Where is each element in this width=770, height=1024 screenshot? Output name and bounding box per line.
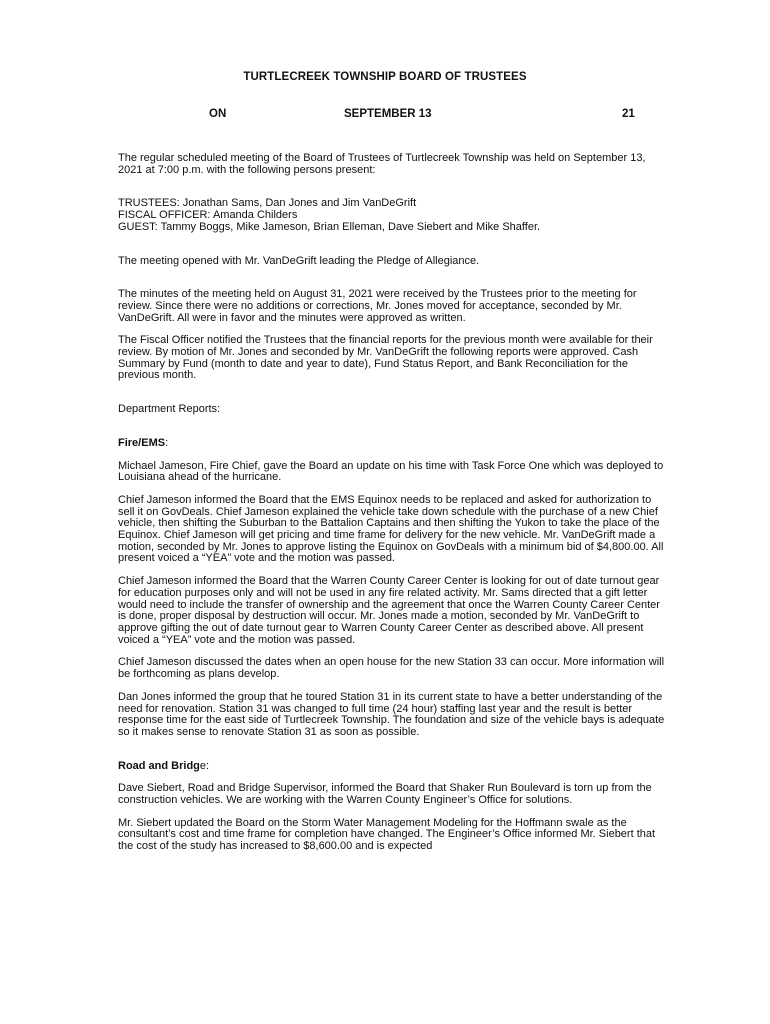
fire-paragraph-2: Chief Jameson informed the Board that the EMS Equinox needs to be replaced and asked for authorization to sell it on GovDeals. Chief Jameson explained the vehicle take down schedule with the purchase of a new Chief vehicle, then shifting the Suburban to the Battalion Captains and then shifting the Yukon to take the place of the Equinox. Chief Jameson will get pricing and time frame for delivery for the new vehicle. Mr. VanDeGrift made a motion, seconded by Mr. Jones to approve listing the Equinox on GovDeals with a minimum bid of $4,800.00. All present voiced a “YEA” vote and the motion was passed. xyxy=(118,493,664,565)
fire-paragraph-5: Dan Jones informed the group that he toured Station 31 in its current state to have a better understanding of the need for renovation. Station 31 was changed to full time (24 hour) staffing last year and the result is better response time for the east side of Turtlecreek Township. The foundation and size of the vehicle bays is adequate so it makes sense to renovate Station 31 as soon as possible. xyxy=(118,690,665,738)
intro-paragraph: The regular scheduled meeting of the Board of Trustees of Turtlecreek Township was held on September 13, 2021 at 7:00 p.m. with the following persons present: xyxy=(118,152,646,176)
fiscal-officer-line: FISCAL OFFICER: Amanda Childers xyxy=(118,209,298,222)
fire-paragraph-3: Chief Jameson informed the Board that the Warren County Career Center is looking for out of date turnout gear for education purposes only and will not be used in any fire related activity. Mr. Sams directed that a gift letter would need to include the transfer of ownership and the agreement that once the Warren County Career Center is done, proper disposal by destruction will occur. Mr. Jones made a motion, seconded by Mr. VanDeGrift to approve gifting the out of date turnout gear to Warren County Career Center as described above. All present voiced a “YEA” vote and the motion was passed. xyxy=(118,575,660,646)
road-bridge-heading xyxy=(118,761,666,773)
fire-ems-heading-text: Fire/EMS xyxy=(118,436,166,449)
department-reports-label: Department Reports: xyxy=(118,403,221,416)
road-bridge-heading-rest: e: xyxy=(199,759,210,772)
pledge-paragraph: The meeting opened with Mr. VanDeGrift leading the Pledge of Allegiance. xyxy=(118,254,480,267)
date-on-label: ON xyxy=(209,108,227,120)
fire-paragraph-4: Chief Jameson discussed the dates when an open house for the new Station 33 can occur. More information will be forthcoming as plans develop. xyxy=(118,656,665,681)
minutes-paragraph: The minutes of the meeting held on August 31, 2021 were received by the Trustees prior to the meeting for review. Since there were no additions or corrections, Mr. Jones moved for acceptance, seconded by Mr. VanDeGrift. All were in favor and the minutes were approved as written. xyxy=(118,288,637,324)
date-year: 21 xyxy=(622,108,635,120)
meeting-date-line xyxy=(0,108,770,124)
document-body xyxy=(118,153,666,853)
fiscal-reports-paragraph: The Fiscal Officer notified the Trustees that the financial reports for the previous month were available for their review. By motion of Mr. Jones and seconded by Mr. VanDeGrift the following reports were approved. Cash Summary by Fund (month to date and year to date), Fund Status Report, and Bank Reconciliation for the previous month. xyxy=(118,334,653,382)
road-paragraph-1: Dave Siebert, Road and Bridge Supervisor, informed the Board that Shaker Run Boulevard is torn up from the construction vehicles. We are working with the Warren County Engineer’s Office for solutions. xyxy=(118,782,652,807)
fire-paragraph-1: Michael Jameson, Fire Chief, gave the Board an update on his time with Task Force One which was deployed to Louisiana ahead of the hurricane. xyxy=(118,459,664,484)
guest-line: GUEST: Tammy Boggs, Mike Jameson, Brian Elleman, Dave Siebert and Mike Shaffer. xyxy=(118,220,541,233)
fire-ems-heading-colon: : xyxy=(165,436,169,449)
road-bridge-heading-text: Road and Bridg xyxy=(118,759,200,772)
trustees-line: TRUSTEES: Jonathan Sams, Dan Jones and Jim VanDeGrift xyxy=(118,197,417,210)
road-paragraph-2: Mr. Siebert updated the Board on the Storm Water Management Modeling for the Hoffmann swale as the consultant’s cost and time frame for completion have changed. The Engineer’s Office informed Mr. Siebert that the cost of the study has increased to $8,600.00 and is expected xyxy=(118,816,656,853)
document-title: TURTLECREEK TOWNSHIP BOARD OF TRUSTEES xyxy=(243,71,527,83)
fire-ems-heading xyxy=(118,438,666,450)
date-month: SEPTEMBER 13 xyxy=(344,108,432,120)
